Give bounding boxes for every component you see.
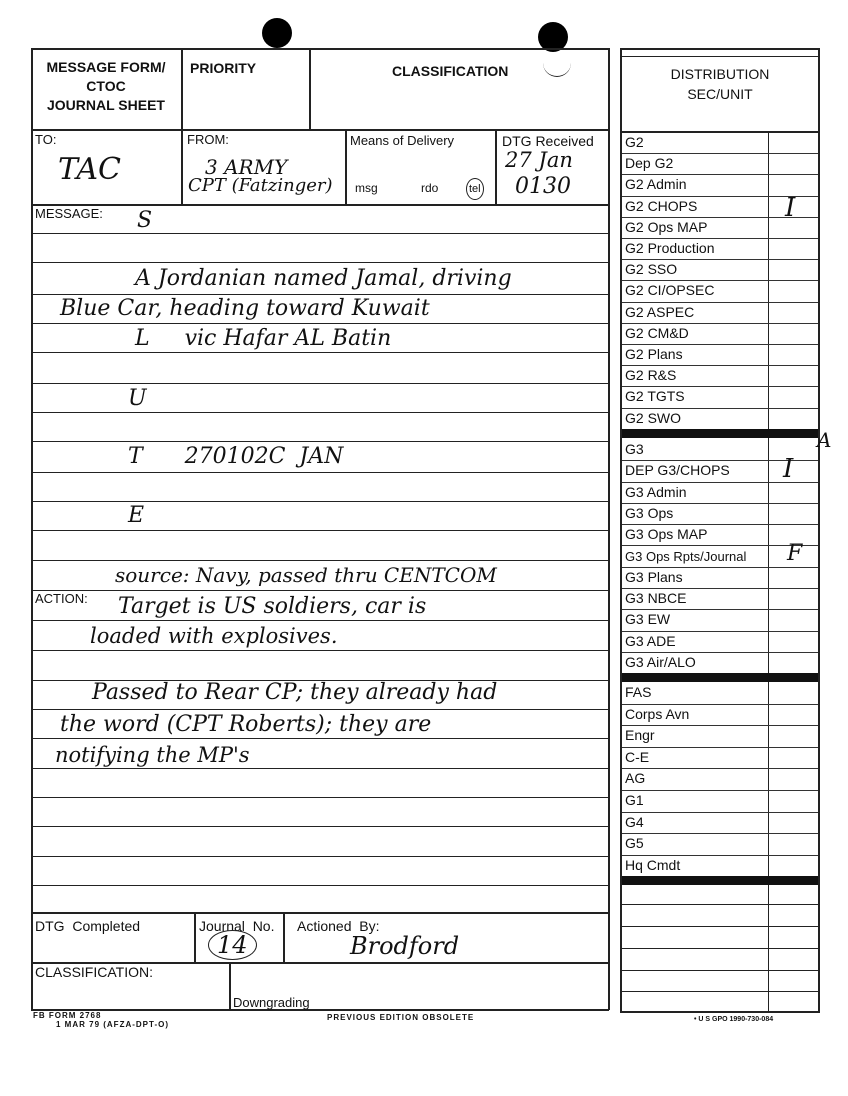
distribution-row[interactable] [622, 747, 818, 770]
journal-no-label: Journal No. [199, 918, 275, 934]
distribution-row[interactable] [622, 386, 818, 408]
distribution-row[interactable] [622, 344, 818, 366]
distribution-row[interactable] [622, 812, 818, 835]
message-line: source: Navy, passed thru CENTCOM [115, 563, 497, 587]
distribution-row-label: Hq Cmdt [625, 856, 681, 873]
distribution-row-label: G1 [625, 792, 644, 808]
distribution-row[interactable] [622, 153, 818, 175]
message-line: L vic Hafar AL Batin [135, 326, 392, 351]
distribution-row[interactable] [622, 631, 818, 653]
distribution-row-label: G3 Ops Rpts/Journal [625, 548, 747, 564]
message-line: notifying the MP's [55, 743, 250, 767]
form-number: FB FORM 2768 [33, 1011, 102, 1020]
mark-dep-g3[interactable]: I [783, 454, 794, 484]
distribution-row-label: G4 [625, 813, 644, 830]
dtg-completed-label: DTG Completed [35, 918, 141, 934]
distribution-row-label: Engr [625, 727, 655, 744]
gpo-note: • U S GPO 1990-730-084 [694, 1016, 774, 1023]
distribution-row[interactable] [622, 302, 818, 324]
distribution-row-label: G2 CM&D [625, 324, 689, 341]
dtg-received-date[interactable]: 27 Jan [505, 148, 573, 172]
distribution-row[interactable] [622, 132, 818, 154]
mark-journal[interactable]: F [787, 541, 803, 566]
from-label: FROM: [187, 132, 229, 147]
distribution-row[interactable] [622, 323, 818, 345]
distribution-row-label: G2 TGTS [625, 388, 685, 405]
priority-label: PRIORITY [190, 60, 257, 76]
message-line: Passed to Rear CP; they already had [92, 680, 498, 705]
delivery-tel[interactable]: tel [466, 178, 484, 200]
distribution-row[interactable] [622, 768, 818, 791]
group-separator [622, 429, 818, 438]
distribution-row-label: G3 NBCE [625, 590, 687, 607]
distribution-row[interactable] [622, 588, 818, 610]
message-line: A Jordanian named Jamal, driving [135, 266, 512, 291]
distribution-row-label: G2 SSO [625, 261, 678, 278]
distribution-row-label: G2 SWO [625, 409, 682, 426]
group-separator [622, 673, 818, 682]
distribution-row[interactable] [622, 503, 818, 525]
distribution-row[interactable] [622, 482, 818, 504]
distribution-row-label: Corps Avn [625, 705, 690, 722]
distribution-row-label: FAS [625, 684, 652, 700]
distribution-row-label: C-E [625, 748, 650, 765]
distribution-title: DISTRIBUTION SEC/UNIT [670, 66, 770, 102]
action-label: ACTION: [35, 591, 88, 606]
distribution-row[interactable] [622, 725, 818, 748]
from-value-name[interactable]: CPT (Fatzinger) [188, 175, 333, 196]
distribution-row[interactable] [622, 408, 818, 430]
message-label: MESSAGE: [35, 206, 103, 221]
distribution-row-label: G2 Ops MAP [625, 218, 708, 235]
distribution-row-label: G2 ASPEC [625, 303, 695, 320]
from-value-unit[interactable]: 3 ARMY [205, 155, 288, 179]
distribution-row-label: G3 Ops [625, 504, 674, 521]
distribution-row-label: G5 [625, 835, 644, 852]
distribution-row[interactable] [622, 365, 818, 387]
actioned-by-value[interactable]: Brodford [350, 932, 460, 960]
message-line: Target is US soldiers, car is [118, 594, 427, 619]
bottom-classification-label: CLASSIFICATION: [35, 964, 153, 980]
distribution-row[interactable] [622, 833, 818, 856]
message-line: U [128, 386, 147, 411]
distribution-row[interactable] [622, 652, 818, 674]
message-line: loaded with explosives. [90, 624, 338, 648]
message-line: T 270102C JAN [128, 444, 344, 469]
dtg-received-label: DTG Received [502, 133, 594, 149]
delivery-msg: msg [355, 181, 378, 195]
journal-no-value[interactable]: 14 [208, 930, 257, 960]
distribution-row[interactable] [622, 682, 818, 705]
classification-label: CLASSIFICATION [392, 63, 509, 79]
distribution-row-label: G2 CHOPS [625, 197, 698, 214]
distribution-row-label: G3 Plans [625, 568, 683, 585]
distribution-row-label: G3 Ops MAP [625, 526, 708, 543]
distribution-row[interactable] [622, 609, 818, 631]
distribution-row[interactable] [622, 567, 818, 589]
distribution-row[interactable] [622, 238, 818, 260]
distribution-row-label: Dep G2 [625, 155, 674, 172]
message-line: Blue Car, heading toward Kuwait [60, 296, 430, 321]
distribution-row-label: DEP G3/CHOPS [625, 462, 730, 479]
distribution-row[interactable] [622, 704, 818, 727]
previous-edition-note: PREVIOUS EDITION OBSOLETE [327, 1013, 475, 1022]
distribution-row-label: G3 EW [625, 611, 671, 628]
mark-g3[interactable]: A [817, 428, 832, 452]
punch-hole-left [262, 18, 292, 48]
distribution-row-label: G3 Admin [625, 483, 687, 500]
message-line: S [137, 208, 153, 233]
delivery-label: Means of Delivery [350, 133, 455, 148]
to-label: TO: [35, 132, 57, 147]
distribution-row-label: G2 R&S [625, 367, 677, 384]
distribution-row[interactable] [622, 790, 818, 813]
distribution-row[interactable] [622, 259, 818, 281]
form-date: 1 MAR 79 (AFZA-DPT-O) [56, 1020, 169, 1029]
distribution-row-label: G3 ADE [625, 632, 676, 649]
group-separator [622, 876, 818, 885]
distribution-row-label: G2 Plans [625, 346, 683, 362]
actioned-by-label: Actioned By: [297, 918, 380, 934]
distribution-row-label: G3 [625, 441, 644, 457]
downgrading-label: Downgrading [233, 995, 310, 1010]
message-line: the word (CPT Roberts); they are [60, 712, 432, 737]
message-line: E [128, 503, 145, 528]
mark-chops[interactable]: I [785, 193, 796, 223]
distribution-row-label: G2 Production [625, 240, 715, 256]
to-value[interactable]: TAC [58, 152, 121, 187]
distribution-row-label: G2 CI/OPSEC [625, 282, 715, 299]
distribution-row-label: G2 Admin [625, 176, 687, 193]
distribution-row-label: G3 Air/ALO [625, 654, 696, 670]
dtg-received-time[interactable]: 0130 [515, 174, 571, 199]
distribution-row[interactable] [622, 855, 818, 878]
classification-mark [543, 60, 571, 77]
distribution-row[interactable] [622, 280, 818, 302]
form-title: MESSAGE FORM/ CTOC JOURNAL SHEET [46, 59, 166, 113]
distribution-row-label: G2 [625, 134, 644, 150]
delivery-rdo: rdo [421, 181, 439, 195]
distribution-row-label: AG [625, 770, 646, 787]
